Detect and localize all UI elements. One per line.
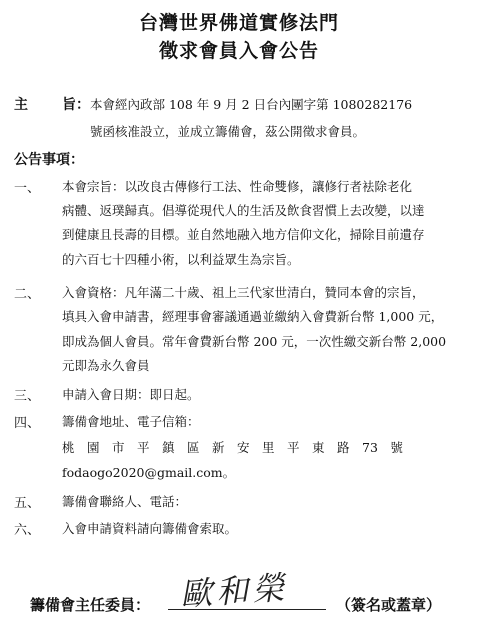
- item-text-line: 籌備會聯絡人、電話：: [62, 494, 188, 509]
- handwritten-signature: 歐和榮: [178, 568, 290, 614]
- item-text-line: 元即為永久會員: [62, 358, 150, 373]
- item-text-line: 的六百七十四種小術，以利益眾生為宗旨。: [62, 252, 300, 267]
- purpose-line2: 號函核准設立，並成立籌備會，茲公開徵求會員。: [90, 124, 366, 139]
- signature-note: （簽名或蓋章）: [336, 596, 442, 614]
- item-number: 二、: [14, 287, 41, 302]
- item-text-line: 到健康且長壽的目標。並自然地融入地方信仰文化，掃除目前遺存: [62, 227, 425, 242]
- item-text-line: 病體、返璞歸真。倡導從現代人的生活及飲食習慣上去改變，以達: [62, 203, 425, 218]
- item-text-line: 入會資格：凡年滿二十歲、祖上三代家世清白，贊同本會的宗旨，: [62, 285, 425, 300]
- item-text-line: 填具入會申請書，經理事會審議通過並繳納入會費新台幣 1,000 元，: [62, 309, 444, 324]
- item-text-line: 入會申請資料請向籌備會索取。: [62, 521, 238, 536]
- document-title-line1: 台灣世界佛道實修法門: [138, 12, 339, 34]
- item-number: 一、: [14, 181, 41, 196]
- notice-heading: 公告事項：: [14, 152, 84, 168]
- signature-label: 籌備會主任委員：: [30, 596, 151, 614]
- purpose-label-char1: 主: [14, 97, 28, 113]
- email-line: fodaogo2020@gmail.com。: [62, 465, 236, 480]
- purpose-line1: 本會經內政部 108 年 9 月 2 日台內團字第 1080282176: [90, 97, 413, 112]
- item-number: 三、: [14, 389, 41, 404]
- item-text-line: 籌備會地址、電子信箱：: [62, 414, 200, 429]
- address-line: 桃 園 市 平 鎮 區 新 安 里 平 東 路 73 號: [62, 440, 403, 455]
- item-number: 四、: [14, 416, 41, 431]
- item-text-line: 即成為個人會員。常年會費新台幣 200 元，一次性繳交新台幣 2,000: [62, 334, 447, 349]
- purpose-label-char2: 旨：: [62, 97, 90, 113]
- item-number: 五、: [14, 496, 41, 511]
- item-text-line: 本會宗旨：以改良古傳修行工法、性命雙修，讓修行者袪除老化: [62, 179, 413, 194]
- document-title-line2: 徵求會員入會公告: [158, 40, 319, 62]
- item-number: 六、: [14, 523, 41, 538]
- item-text-line: 申請入會日期：即日起。: [62, 387, 200, 402]
